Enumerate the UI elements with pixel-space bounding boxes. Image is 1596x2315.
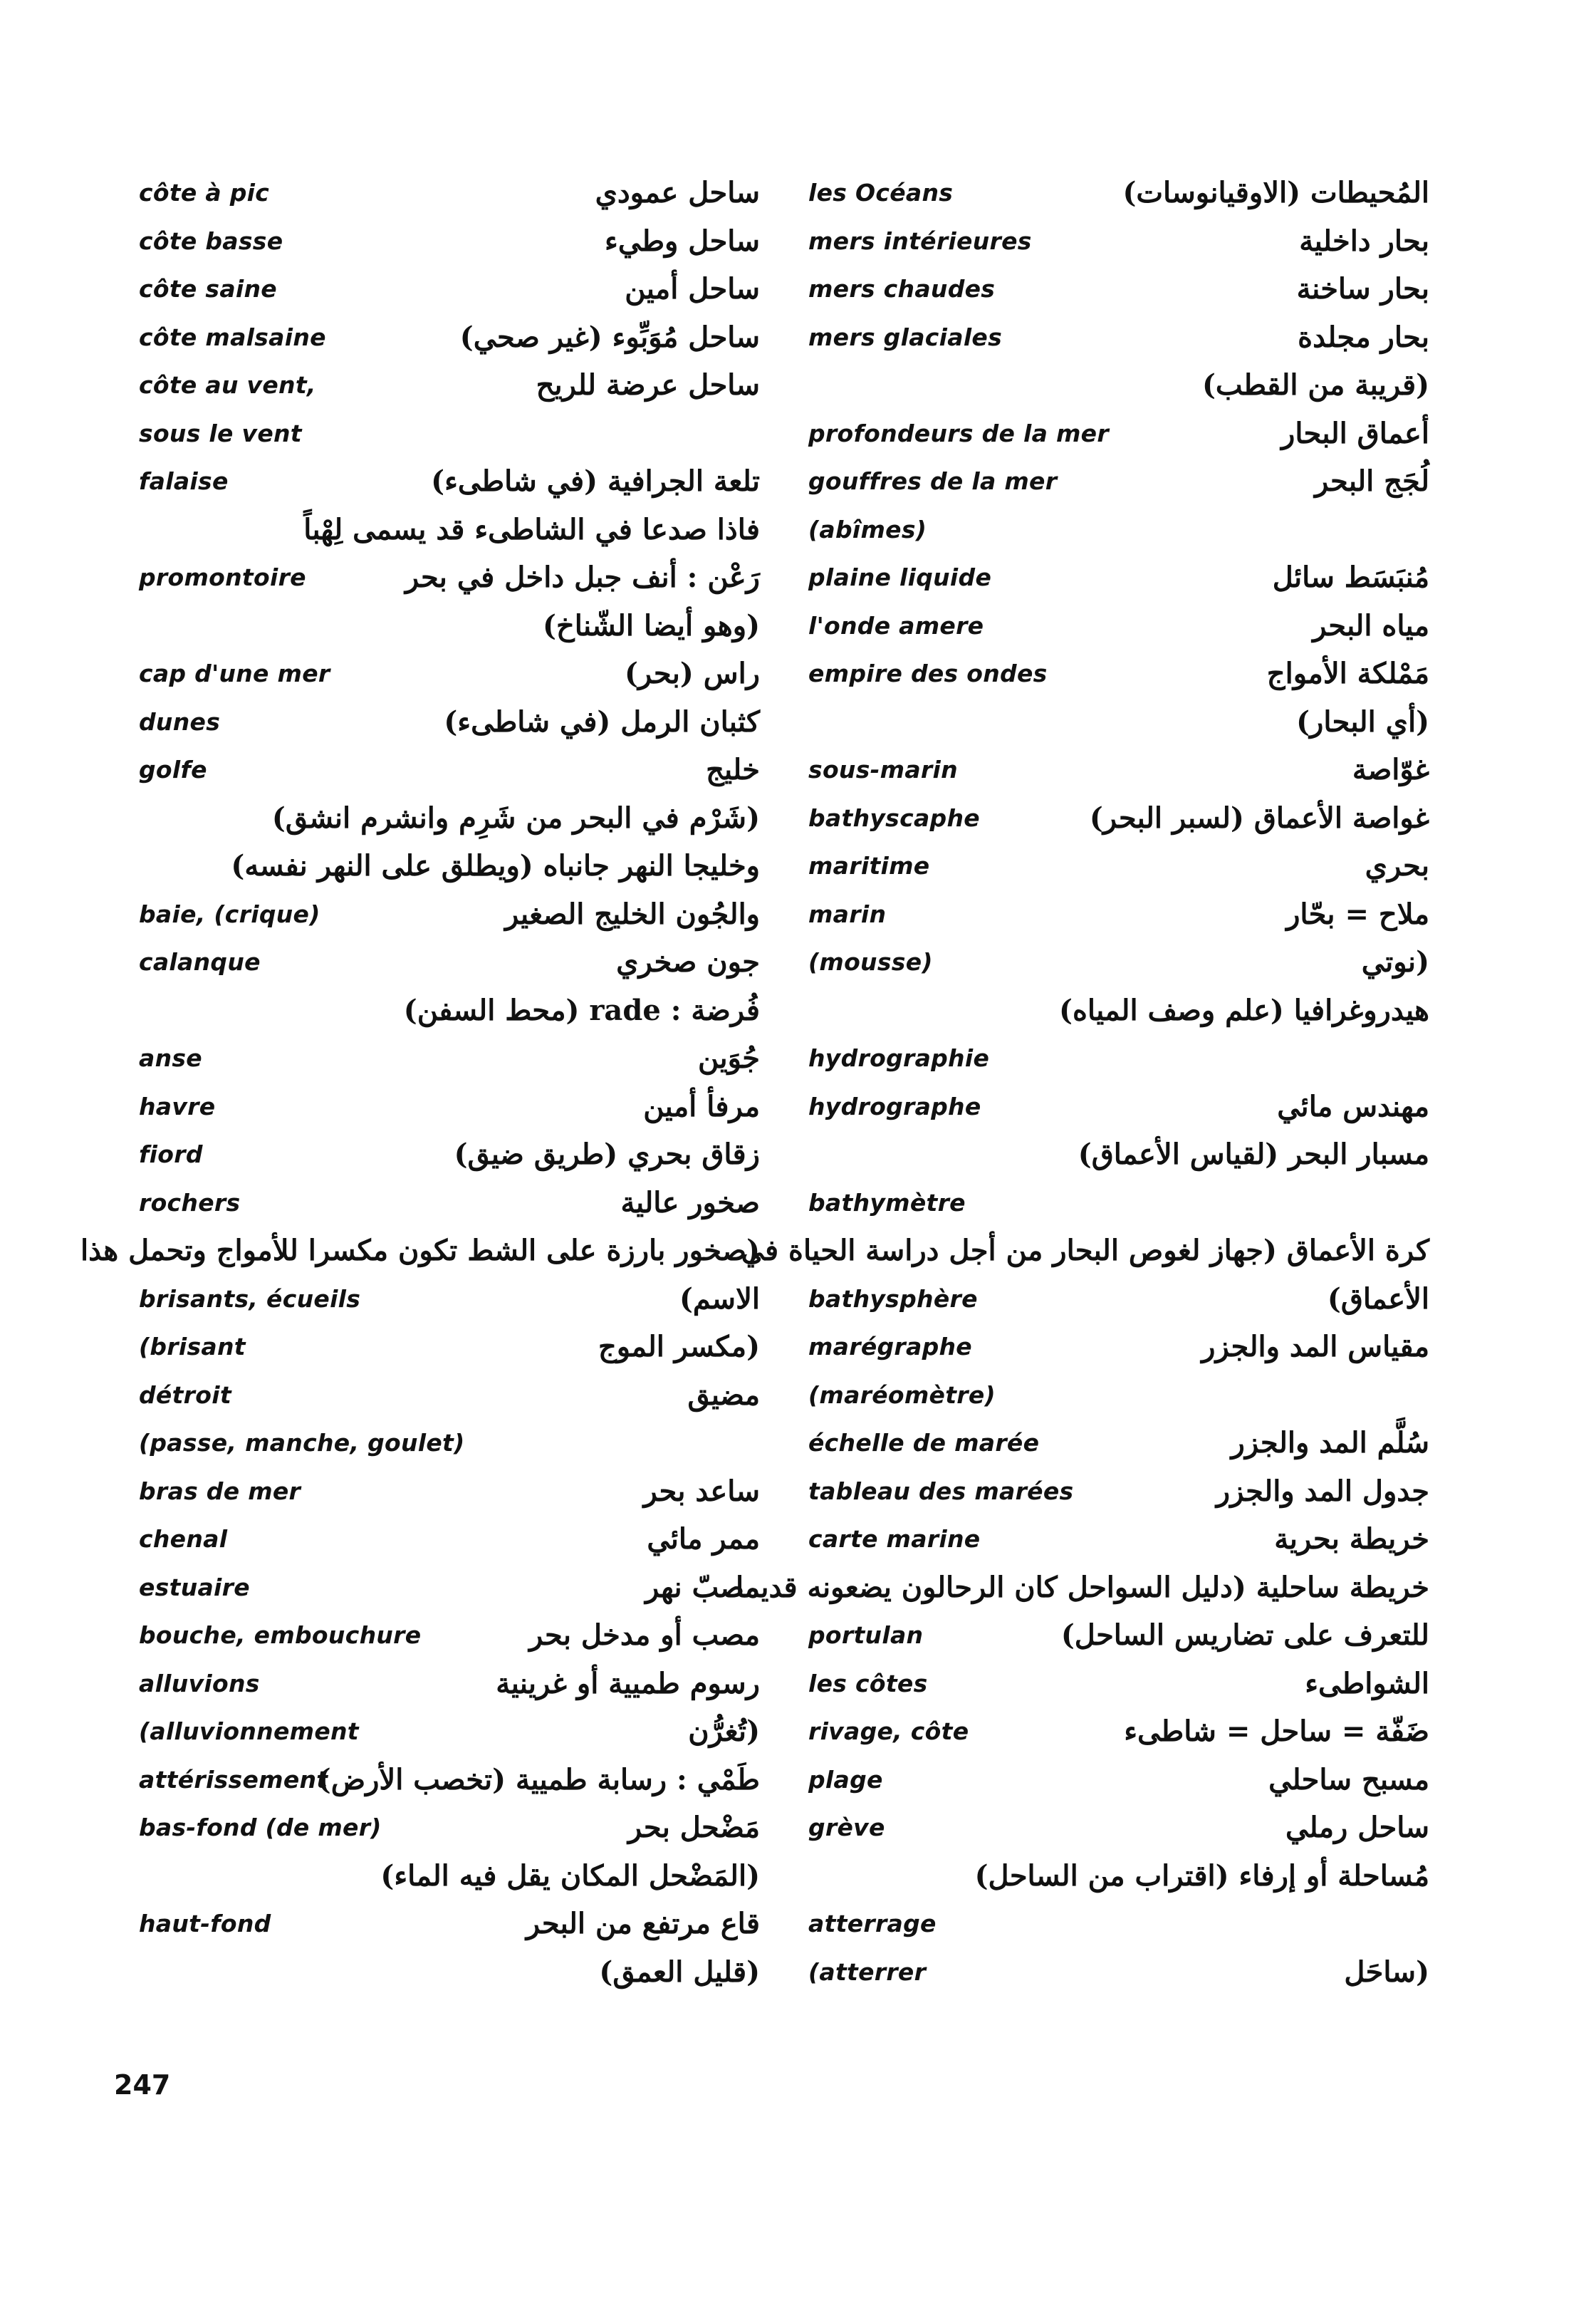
french-term: portulan — [808, 1621, 924, 1649]
arabic-term: جون صخري — [616, 945, 760, 979]
french-term: atterrage — [808, 1910, 937, 1937]
glossary-row — [741, 1232, 1442, 1281]
glossary-row — [132, 1617, 773, 1665]
french-term: fiord — [139, 1140, 203, 1168]
glossary-row — [801, 1040, 1442, 1088]
french-term: attérissement — [139, 1765, 328, 1794]
arabic-term: مصبّ نهر — [645, 1570, 760, 1604]
glossary-row — [132, 1762, 773, 1810]
arabic-term: ساحل أمين — [625, 272, 760, 306]
glossary-row — [132, 1858, 773, 1906]
glossary-row — [801, 511, 1442, 560]
french-term: (atterrer — [808, 1957, 927, 1986]
glossary-row — [132, 559, 773, 608]
french-term: (alluvionnement — [139, 1717, 359, 1745]
arabic-term: ساعد بحر — [643, 1474, 760, 1508]
glossary-row — [132, 1281, 773, 1329]
french-term: haut-fond — [139, 1910, 271, 1937]
arabic-term: مصب أو مدخل بحر — [528, 1618, 760, 1652]
glossary-row — [132, 896, 773, 945]
glossary-row — [801, 1954, 1442, 2002]
glossary-row — [801, 896, 1442, 945]
french-term: calanque — [139, 948, 261, 976]
glossary-row — [132, 800, 773, 848]
glossary-row — [801, 1185, 1442, 1233]
arabic-term: غواصة الأعماق (لسبر البحر) — [1089, 801, 1429, 835]
arabic-term: طَمْي : رسابة طميية (تخصب الأرض) — [317, 1762, 760, 1796]
glossary-row — [132, 1665, 773, 1714]
arabic-term: فُرضة : rade (محط السفن) — [403, 993, 760, 1027]
arabic-term: (أي البحار) — [1296, 704, 1429, 739]
arabic-term: الشواطىء — [1305, 1666, 1429, 1700]
glossary-row — [801, 1665, 1442, 1714]
arabic-term: الاسم) — [679, 1281, 760, 1316]
glossary-row — [132, 1136, 773, 1185]
arabic-term: هيدروغرافيا (علم وصف المياه) — [1059, 993, 1429, 1027]
french-term: brisants, écueils — [139, 1284, 361, 1313]
french-term: alluvions — [139, 1669, 260, 1697]
french-term: côte malsaine — [139, 323, 326, 351]
glossary-row — [801, 415, 1442, 464]
glossary-row — [801, 1473, 1442, 1521]
arabic-term: راس (بحر) — [624, 657, 760, 690]
arabic-term: للتعرف على تضاريس الساحل) — [1060, 1618, 1429, 1652]
french-term: empire des ondes — [808, 660, 1048, 687]
arabic-term: ممر مائي — [647, 1522, 760, 1556]
french-term: carte marine — [808, 1525, 981, 1553]
french-term: bathysphère — [808, 1284, 978, 1313]
right-column — [736, 175, 1442, 2002]
glossary-row — [132, 511, 773, 560]
arabic-term: بحري — [1365, 849, 1429, 883]
glossary-row — [801, 319, 1442, 368]
arabic-term: وخليجا النهر جانباه (ويطلق على النهر نفسه) — [231, 849, 760, 883]
glossary-row — [801, 655, 1442, 704]
arabic-term: تلعة الجرافية (في شاطىء) — [431, 464, 760, 498]
french-term: bathyscaphe — [808, 803, 980, 832]
glossary-row — [132, 319, 773, 368]
arabic-term: لُجَج البحر — [1314, 464, 1429, 498]
arabic-term: (تُغرُّن — [688, 1715, 760, 1748]
french-term: (passe, manche, goulet) — [139, 1429, 465, 1457]
french-term: échelle de marée — [808, 1429, 1040, 1457]
french-term: chenal — [139, 1525, 228, 1553]
arabic-term: جُوَين — [698, 1041, 760, 1075]
glossary-row — [132, 655, 773, 704]
arabic-term: بحار ساخنة — [1296, 272, 1429, 306]
glossary-row — [132, 223, 773, 271]
arabic-term: أعماق البحار — [1281, 416, 1429, 450]
glossary-row — [801, 848, 1442, 896]
glossary-row — [132, 704, 773, 752]
french-term: falaise — [139, 467, 229, 495]
glossary-row — [801, 1136, 1442, 1185]
french-term: côte saine — [139, 275, 277, 303]
glossary-row — [132, 1905, 773, 1954]
french-term: l'onde amere — [808, 611, 984, 640]
glossary-row — [801, 992, 1442, 1041]
arabic-term: (قريبة من القطب) — [1201, 368, 1429, 402]
arabic-term: بحار داخلية — [1299, 224, 1429, 258]
french-term: bouche, embouchure — [139, 1621, 422, 1649]
french-term: estuaire — [139, 1573, 250, 1601]
arabic-term: غوّاصة — [1352, 753, 1429, 786]
glossary-row — [132, 751, 773, 800]
glossary-row — [801, 1281, 1442, 1329]
arabic-term: مَضْحل بحر — [627, 1811, 760, 1844]
glossary-row — [132, 1954, 773, 2002]
arabic-term: صخور عالية — [620, 1185, 760, 1219]
french-term: (abîmes) — [808, 515, 927, 543]
glossary-row — [132, 1809, 773, 1858]
french-term: dunes — [139, 707, 221, 736]
french-term: promontoire — [139, 563, 306, 591]
glossary-row — [801, 1377, 1442, 1425]
arabic-term: ساحل وطيء — [605, 224, 760, 258]
glossary-row — [801, 704, 1442, 752]
glossary-row — [801, 1425, 1442, 1473]
french-term: mers intérieures — [808, 227, 1032, 255]
arabic-term: رَعْن : أنف جبل داخل في بحر — [405, 561, 760, 594]
glossary-row — [801, 800, 1442, 848]
arabic-term: مسبح ساحلي — [1268, 1762, 1429, 1796]
arabic-term: بحار مجلدة — [1298, 320, 1429, 354]
glossary-row — [132, 1713, 773, 1762]
french-term: baie, (crique) — [139, 900, 320, 928]
arabic-term: جدول المد والجزر — [1216, 1474, 1429, 1508]
french-term: tableau des marées — [808, 1477, 1074, 1505]
glossary-row — [132, 1521, 773, 1569]
arabic-term: مقياس المد والجزر — [1201, 1330, 1429, 1363]
glossary-row — [801, 367, 1442, 415]
french-term: plaine liquide — [808, 563, 992, 591]
glossary-row — [132, 1425, 773, 1473]
glossary-row — [801, 608, 1442, 656]
arabic-term: ملاح = بحّار — [1286, 897, 1429, 931]
arabic-term: ساحل عمودي — [595, 176, 760, 209]
french-term: plage — [808, 1765, 883, 1794]
glossary-row — [801, 1328, 1442, 1377]
arabic-term: خليج — [706, 753, 760, 786]
arabic-term: مضيق — [687, 1378, 760, 1412]
glossary-row — [801, 271, 1442, 319]
arabic-term: مرفأ أمين — [643, 1089, 760, 1123]
arabic-term: كرة الأعماق (جهاز لغوص البحار من أجل دراسة الحياة في — [741, 1234, 1429, 1267]
left-column — [80, 175, 773, 2002]
arabic-term: فاذا صدعا في الشاطىء قد يسمى لِهْباً — [303, 512, 760, 546]
french-term: cap d'une mer — [139, 660, 330, 687]
french-term: les côtes — [808, 1669, 928, 1697]
arabic-term: مُساحلة أو إرفاء (اقتراب من الساحل) — [974, 1858, 1429, 1893]
glossary-row — [801, 1617, 1442, 1665]
glossary-row — [132, 367, 773, 415]
glossary-row — [80, 1232, 773, 1281]
arabic-term: ساحل مُوَبِّوء (غير صحي) — [459, 320, 760, 354]
glossary-row — [132, 608, 773, 656]
glossary-row — [132, 1040, 773, 1088]
arabic-term: قاع مرتفع من البحر — [526, 1907, 760, 1940]
glossary-row — [132, 1185, 773, 1233]
glossary-row — [132, 175, 773, 223]
french-term: (mousse) — [808, 948, 933, 976]
french-term: bas-fond (de mer) — [139, 1814, 382, 1841]
french-term: sous-marin — [808, 756, 958, 784]
arabic-term: ساحل رملي — [1285, 1811, 1429, 1844]
glossary-row — [801, 1858, 1442, 1906]
glossary-row — [132, 1473, 773, 1521]
glossary-row — [736, 1569, 1442, 1618]
glossary-row — [132, 463, 773, 511]
glossary-row — [132, 848, 773, 896]
arabic-term: رسوم طميية أو غرينية — [496, 1666, 760, 1700]
french-term: gouffres de la mer — [808, 467, 1058, 495]
arabic-term: خريطة بحرية — [1274, 1522, 1429, 1556]
arabic-term: مياه البحر — [1313, 608, 1429, 643]
arabic-term: خريطة ساحلية (دليل السواحل كان الرحالون يضعونه قديما — [736, 1570, 1429, 1604]
arabic-term: ضَفّة = ساحل = شاطىء — [1124, 1715, 1429, 1748]
french-term: côte basse — [139, 227, 283, 255]
arabic-term: زقاق بحري (طريق ضيق) — [454, 1138, 760, 1171]
arabic-term: (قليل العمق) — [599, 1955, 760, 1989]
glossary-row — [132, 271, 773, 319]
glossary-row — [132, 944, 773, 992]
glossary-row — [801, 1713, 1442, 1762]
french-term: maritime — [808, 852, 930, 880]
french-term: bras de mer — [139, 1477, 301, 1505]
arabic-term: مهندس مائي — [1277, 1089, 1429, 1123]
french-term: mers chaudes — [808, 275, 996, 303]
arabic-term: (مكسر الموج — [598, 1330, 760, 1363]
french-term: sous le vent — [139, 419, 302, 447]
arabic-term: (المَضْحل المكان يقل فيه الماء) — [380, 1858, 760, 1893]
french-term: anse — [139, 1044, 202, 1072]
french-term: grève — [808, 1814, 885, 1841]
glossary-row — [801, 559, 1442, 608]
glossary-row — [132, 1569, 773, 1618]
arabic-term: سُلَّم المد والجزر — [1231, 1426, 1429, 1460]
glossary-row — [801, 1762, 1442, 1810]
arabic-term: (صخور بارزة على الشط تكون مكسرا للأمواج وتحمل هذا — [80, 1234, 760, 1267]
french-term: hydrographe — [808, 1092, 981, 1120]
arabic-term: (شَرْم في البحر من شَرِم وانشرم انشق) — [271, 801, 760, 835]
arabic-term: ساحل عرضة للريح — [536, 368, 760, 402]
glossary-row — [801, 751, 1442, 800]
arabic-term: مَمْلكة الأمواج — [1266, 657, 1429, 690]
glossary-row — [801, 1088, 1442, 1137]
glossary-row — [801, 175, 1442, 223]
french-term: mers glaciales — [808, 323, 1003, 351]
glossary-row — [801, 944, 1442, 992]
french-term: les Océans — [808, 179, 954, 207]
arabic-term: مُنبَسَط سائل — [1272, 561, 1429, 594]
arabic-term: كثبان الرمل (في شاطىء) — [444, 704, 760, 739]
glossary-row — [132, 1377, 773, 1425]
arabic-term: (وهو أيضا الشّناخ) — [543, 608, 760, 643]
french-term: marin — [808, 900, 887, 928]
glossary-row — [801, 463, 1442, 511]
french-term: (brisant — [139, 1333, 246, 1361]
french-term: bathymètre — [808, 1188, 966, 1217]
glossary-row — [801, 1521, 1442, 1569]
glossary-row — [801, 1905, 1442, 1954]
french-term: détroit — [139, 1380, 231, 1409]
arabic-term: الأعماق) — [1327, 1281, 1429, 1316]
french-term: côte à pic — [139, 179, 270, 207]
glossary-row — [132, 992, 773, 1041]
arabic-term: (ساحَل — [1344, 1955, 1429, 1989]
arabic-term: والجُون الخليج الصغير — [504, 897, 760, 931]
french-term: hydrographie — [808, 1044, 990, 1072]
french-term: rochers — [139, 1188, 241, 1217]
french-term: marégraphe — [808, 1333, 972, 1361]
french-term: côte au vent, — [139, 371, 316, 399]
glossary-row — [801, 1809, 1442, 1858]
arabic-term: (نوتي — [1361, 945, 1429, 979]
glossary-row — [132, 415, 773, 464]
french-term: havre — [139, 1092, 216, 1120]
glossary-row — [801, 223, 1442, 271]
french-term: rivage, côte — [808, 1717, 969, 1745]
french-term: golfe — [139, 756, 207, 784]
glossary-row — [132, 1328, 773, 1377]
french-term: (maréomètre) — [808, 1380, 996, 1409]
glossary-row — [132, 1088, 773, 1137]
arabic-term: مسبار البحر (لقياس الأعماق) — [1078, 1138, 1429, 1171]
arabic-term: المُحيطات (الاوقيانوسات) — [1122, 176, 1429, 209]
french-term: profondeurs de la mer — [808, 419, 1109, 447]
page-number: 247 — [114, 2069, 171, 2101]
